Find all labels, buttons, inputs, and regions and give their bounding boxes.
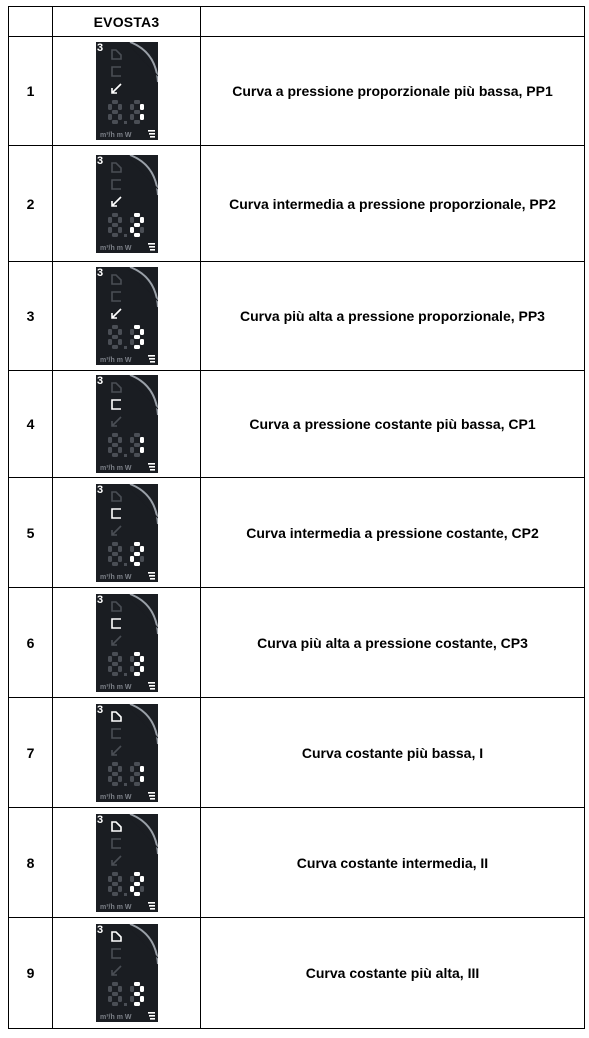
pump-display-panel xyxy=(96,267,158,365)
svg-text:m³/h m W: m³/h m W xyxy=(99,903,131,911)
row-description: Curva costante intermedia, II xyxy=(201,808,585,918)
table-row xyxy=(9,478,585,588)
svg-text:m³/h m W: m³/h m W xyxy=(99,244,131,252)
svg-text:3: 3 xyxy=(96,154,103,167)
display-image-cell xyxy=(53,918,201,1029)
row-description: Curva a pressione proporzionale più bassa, PP1 xyxy=(201,37,585,146)
display-image-cell xyxy=(53,37,201,146)
row-description: Curva a pressione costante più bassa, CP1 xyxy=(201,371,585,478)
row-number: 6 xyxy=(9,588,53,698)
table-row xyxy=(9,808,585,918)
pump-display-panel xyxy=(96,594,158,692)
table-header-row xyxy=(9,7,585,37)
svg-text:3: 3 xyxy=(96,375,103,387)
svg-text:m³/h m W: m³/h m W xyxy=(99,573,131,581)
display-image-cell xyxy=(53,808,201,918)
pump-display-panel xyxy=(96,924,158,1022)
row-number: 8 xyxy=(9,808,53,918)
svg-text:m³/h m W: m³/h m W xyxy=(99,132,131,139)
pump-display-panel xyxy=(96,814,158,912)
pump-display-panel xyxy=(96,155,158,253)
header-model-cell: EVOSTA3 xyxy=(53,7,201,37)
svg-text:3: 3 xyxy=(96,483,103,496)
table-body xyxy=(9,37,585,1029)
row-description: Curva più alta a pressione proporzionale, PP3 xyxy=(201,262,585,371)
row-number: 2 xyxy=(9,146,53,262)
curve-modes-table xyxy=(8,6,585,1029)
display-image-cell xyxy=(53,371,201,478)
row-description: Curva costante più alta, III xyxy=(201,918,585,1029)
svg-text:3: 3 xyxy=(96,703,103,716)
svg-text:m³/h m W: m³/h m W xyxy=(99,1014,131,1021)
svg-text:3: 3 xyxy=(96,924,103,936)
pump-display-panel xyxy=(96,42,158,140)
row-description: Curva intermedia a pressione costante, CP2 xyxy=(201,478,585,588)
table-row xyxy=(9,146,585,262)
row-number: 1 xyxy=(9,37,53,146)
svg-text:m³/h m W: m³/h m W xyxy=(99,465,131,472)
table-row xyxy=(9,588,585,698)
table-row xyxy=(9,698,585,808)
display-image-cell xyxy=(53,146,201,262)
svg-text:3: 3 xyxy=(96,42,103,54)
table-row xyxy=(9,37,585,146)
pump-display-panel xyxy=(96,704,158,802)
display-image-cell xyxy=(53,262,201,371)
row-number: 7 xyxy=(9,698,53,808)
row-number: 4 xyxy=(9,371,53,478)
svg-text:3: 3 xyxy=(96,813,103,826)
header-description-cell xyxy=(201,7,585,37)
header-number-cell xyxy=(9,7,53,37)
display-image-cell xyxy=(53,698,201,808)
svg-text:3: 3 xyxy=(96,593,103,606)
svg-text:m³/h m W: m³/h m W xyxy=(99,683,131,691)
pump-display-panel xyxy=(96,484,158,582)
table-row xyxy=(9,918,585,1029)
row-number: 5 xyxy=(9,478,53,588)
row-description: Curva più alta a pressione costante, CP3 xyxy=(201,588,585,698)
display-image-cell xyxy=(53,588,201,698)
row-description: Curva intermedia a pressione proporzionale, PP2 xyxy=(201,146,585,262)
row-number: 3 xyxy=(9,262,53,371)
row-number: 9 xyxy=(9,918,53,1029)
table-row xyxy=(9,262,585,371)
svg-text:m³/h m W: m³/h m W xyxy=(99,357,131,364)
row-description: Curva costante più bassa, I xyxy=(201,698,585,808)
pump-display-panel xyxy=(96,375,158,473)
display-image-cell xyxy=(53,478,201,588)
svg-text:m³/h m W: m³/h m W xyxy=(99,793,131,801)
table-row xyxy=(9,371,585,478)
svg-text:3: 3 xyxy=(96,267,103,279)
